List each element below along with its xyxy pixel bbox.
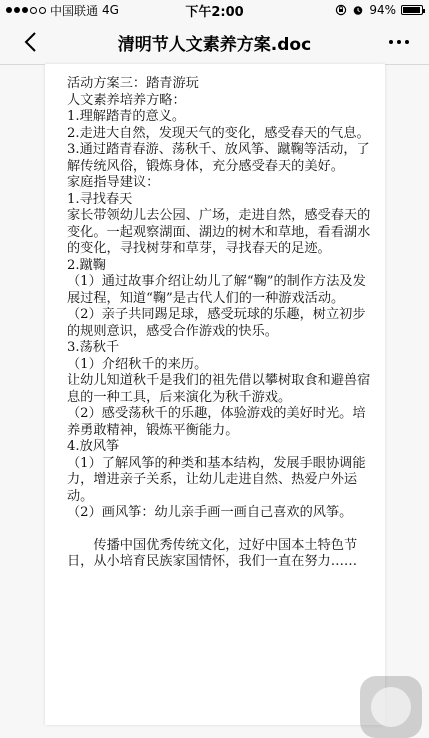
status-bar (0, 0, 429, 20)
doc-line: 家长带领幼儿去公园、广场，走进自然，感受春天的变化。一起观察湖面、湖边的树木和草地，看看湖水的变化，寻找树芽和草芽，寻找春天的足迹。 (67, 208, 371, 256)
more-dot (397, 40, 401, 44)
doc-line: 4.放风筝 (67, 439, 120, 454)
doc-line: 2.蹴鞠 (67, 257, 106, 273)
more-dot (389, 40, 393, 44)
alarm-icon (352, 4, 364, 16)
doc-line: （2）画风筝：幼儿亲手画一画自己喜欢的风筝。 (67, 505, 353, 520)
assistive-touch-button[interactable] (360, 676, 422, 738)
doc-line: （1）了解风筝的种类和基本结构，发展手眼协调能力，增进亲子关系，让幼儿走进自然、热爱户外运动。 (67, 455, 366, 504)
battery-percent: 94% (369, 3, 396, 17)
doc-closing: 传播中国优秀传统文化，过好中国本土特色节日，从小培育民族家国情怀，我们一直在努力…… (67, 537, 358, 569)
more-options-button[interactable] (383, 28, 415, 56)
navigation-bar (0, 20, 429, 65)
doc-line: 家庭指导建议： (67, 175, 160, 190)
doc-line: （1）介绍秋千的来历。 (67, 356, 208, 372)
orientation-lock-icon (335, 4, 347, 16)
status-time: 下午2:00 (185, 4, 244, 20)
doc-line: 3.通过踏青春游、荡秋千、放风筝、蹴鞠等活动，了解传统风俗，锻炼身体，充分感受春天的美好。 (67, 142, 370, 174)
chevron-left-icon (23, 31, 37, 53)
doc-line: 1.理解踏青的意义。 (67, 109, 186, 124)
paragraph-gap (67, 522, 375, 538)
doc-line: 2.走进大自然，发现天气的变化，感受春天的气息。 (67, 125, 370, 141)
back-button[interactable] (16, 28, 44, 56)
status-left (6, 2, 119, 19)
more-dot (405, 40, 409, 44)
doc-line: 人文素养培养方略： (67, 92, 186, 108)
battery-icon (401, 5, 423, 15)
battery-fill (403, 7, 420, 13)
doc-line: 让幼儿知道秋千是我们的祖先借以攀树取食和避兽宿息的一种工具，后来演化为秋千游戏。 (67, 373, 371, 405)
signal-strength-icon (6, 7, 46, 14)
document-body (67, 76, 375, 571)
doc-line: （2）亲子共同踢足球，感受玩球的乐趣，树立初步的规则意识，感受合作游戏的快乐。 (67, 307, 366, 339)
network-label: 4G (102, 3, 119, 17)
doc-line: 3.荡秋千 (67, 340, 120, 355)
status-right (335, 3, 423, 17)
document-page[interactable] (45, 64, 385, 725)
doc-line: 活动方案三：踏青游玩 (67, 76, 199, 91)
assistive-touch-icon (371, 687, 411, 727)
carrier-label: 中国联通 (50, 3, 99, 18)
doc-line: （1）通过故事介绍让幼儿了解“鞠”的制作方法及发展过程，知道“鞠”是古代人们的一种游戏活动。 (67, 274, 366, 306)
doc-line: 1.寻找春天 (67, 191, 133, 207)
document-title: 清明节人文素养方案.doc (117, 34, 312, 55)
doc-line: （2）感受荡秋千的乐趣，体验游戏的美好时光。培养勇敢精神，锻炼平衡能力。 (67, 406, 366, 438)
